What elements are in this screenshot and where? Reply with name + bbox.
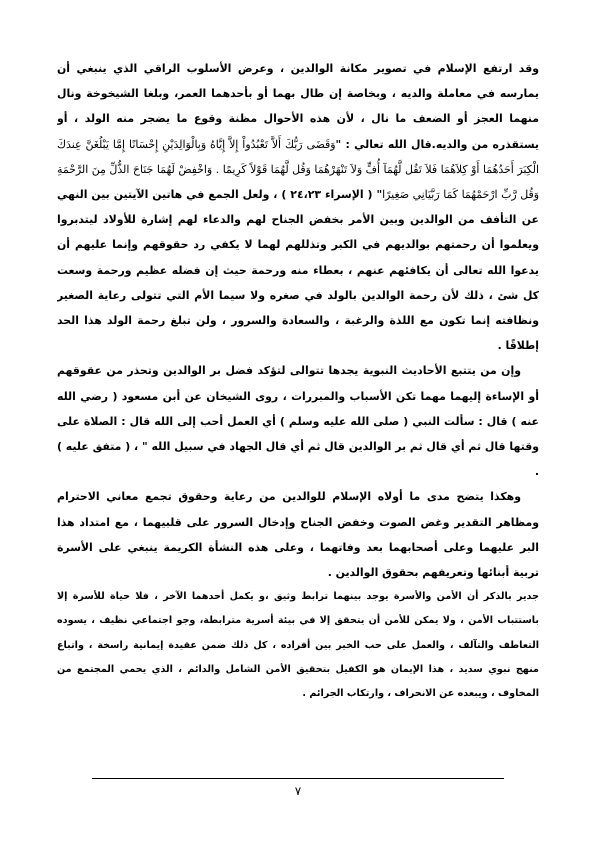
paragraph-rights: وهكذا يتضح مدى ما أولاه الإسلام للوالدين من رعاية وحقوق تجمع معاني الاحترام ومظاهر التقدير وغض الصوت وخفض الجناح وإدخال السرور على قلبيهما ، مع امتداد هذا البر عليهما وعلى أصحابهما بعد وفاتهما ، وعلى هذه النشأة الكريمة ينبغي على الأسرة تربية أبنائها وتعريفهم بحقوق الوالدين .	[57, 490, 539, 580]
paragraph-tail: " ( الإسراء ٢٤،٢٣ ) ، ولعل الجمع في هاتين الآيتين بين النهي عن التأفف من الوالدين وبين الأمر بخفض الجناح لهم والدعاء لهم إشارة للأولاد ليتدبروا ويعلموا أن رحمتهم بوالديهم في الكبر وتذللهم لهما لا يكفي رد حقوقهم وإنما عليهم أن يدعوا الله تعالى أن يكافئهم عنهم ، بعطاء منه ورحمة حيث إن فضله عظيم ورحمة وسعت كل شئ ، ذلك لأن رحمة الوالدين بالولد في صغره ولا سيما الأم التي تتولى رعاية الصغير ونظافته إنما تكون مع اللذة والرغبة ، والسعادة والسرور ، ولن تبلغ رحمة الولد هذا الحد إطلاقًا .	[57, 188, 539, 353]
paragraph-parents-status	[57, 56, 539, 358]
footer-divider	[92, 778, 504, 779]
quran-verse: وَقَضَى رَبُّكَ أَلاَّ تَعْبُدُواْ إِلاَّ إِيَّاهُ وَبِالْوَالِدَيْنِ إِحْسَانًا إِمَّا يَبْلُغَنَّ عِندَكَ الْكِبَرَ أَحَدُهُمَا أَوْ كِلاَهُمَا فَلاَ تَقُل لَّهُمَآ أُفٍّ وَلاَ تَنْهَرْهُمَا وَقُل لَّهُمَا قَوْلاً كَرِيمًا . وَاخْفِضْ لَهُمَا جَنَاحَ الذُّلِّ مِنَ الرَّحْمَةِ وَقُل رَّبِّ ارْحَمْهُمَا كَمَا رَبَّيَانِي صَغِيرًا	[57, 137, 539, 202]
paragraph-lead: وقد ارتفع الإسلام في تصوير مكانة الوالدين ، وعرض الأسلوب الراقي الذي ينبغي أن يمارسه في معاملة والديه ، وبخاصة إن طال بهما أو بأحدهما العمر، وبلغا الشيخوخة ونال منهما العجز أو الضعف ما نال ، لأن هذه الأحوال مظنة وقوع ما يضجر منه الولد ، أو يستقذره من والديه.قال الله تعالي : "	[57, 62, 539, 151]
page-number: ٧	[294, 784, 302, 798]
document-page	[57, 56, 539, 802]
paragraph-security-family: جدير بالذكر أن الأمن والأسرة يوجد بينهما ترابط وثيق ،و يكمل أحدهما الآخر ، فلا حياة للأسرة إلا باستتباب الأمن ، ولا يمكن للأمن أن يتحقق إلا في بيئة أسرية مترابطة، وجو اجتماعي نظيف ، يسوده التعاطف والتآلف ، والعمل على حب الخير بين أفراده ، كل ذلك ضمن عقيدة إيمانية راسخة ، واتباع منهج نبوي سديد ، هذا الإيمان هو الكفيل بتحقيق الأمن الشامل والدائم ، الذي يحمي المجتمع من المخاوف ، ويبعده عن الانحراف ، وارتكاب الجرائم .	[57, 591, 539, 700]
paragraph-hadith: وإن من يتتبع الأحاديث النبوية يجدها تتوالى لتؤكد فضل بر الوالدين وتحذر من عقوقهم أو الإساءة إليهما مهما تكن الأسباب والمبررات ، روى الشيخان عن أبن مسعود ( رضي الله عنه ) قال : سألت النبي ( صلى الله عليه وسلم ) أي العمل أحب إلى الله قال : الصلاة على وقتها قال ثم أي قال ثم بر الوالدين قال ثم أي قال الجهاد في سبيل الله " ، ( متفق عليه ) .	[57, 364, 539, 479]
